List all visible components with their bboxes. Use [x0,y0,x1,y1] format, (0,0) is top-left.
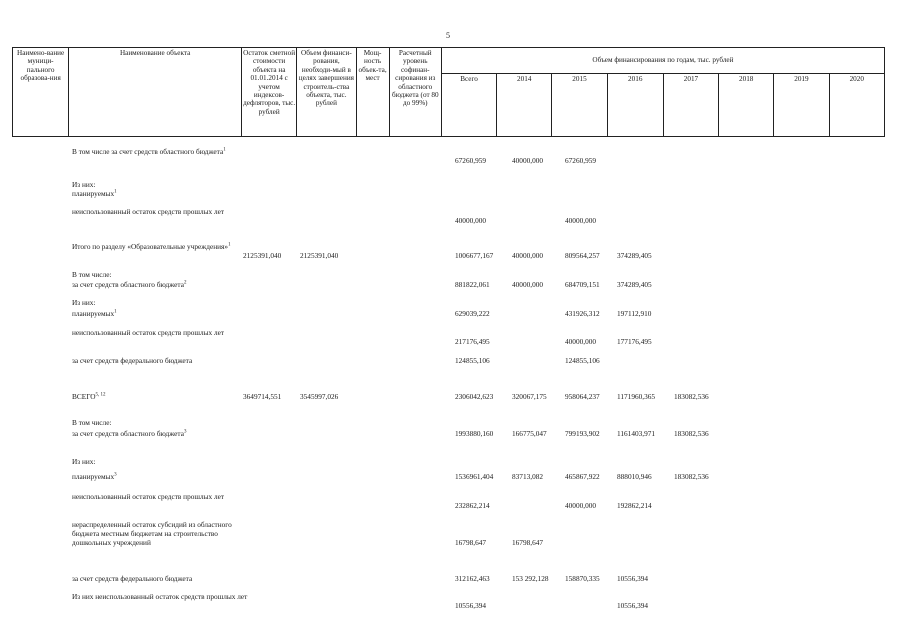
footnote-marker: 5, 12 [95,392,106,398]
row-label-text: неиспользованный остаток средств прошлых лет [72,207,225,216]
cell-total: 1536961,404 [455,472,494,481]
cell-y2017: 183082,536 [674,392,709,401]
cell-total: 312162,463 [455,574,490,583]
cell-y2015: 958064,237 [565,392,600,401]
row-label-text: Из них: [72,457,96,466]
header-object-name: Наименование объекта [69,48,242,137]
row-label-text: за счет средств областного бюджета [72,429,184,438]
row-label-text: планируемых [72,309,115,318]
cell-y2015: 67260,959 [565,156,597,165]
cell-y2014: 40000,000 [512,156,544,165]
cell-y2014: 83713,082 [512,472,544,481]
cell-total: 40000,000 [455,216,487,225]
row-label-text: неиспользованный остаток средств прошлых лет [72,328,225,337]
page-number: 5 [446,31,450,40]
cell-total: 217176,495 [455,337,490,346]
footnote-marker: 1 [114,309,117,315]
header-year-2017: 2017 [663,74,718,137]
cell-y2016: 1171960,365 [617,392,656,401]
cell-y2016: 10556,394 [617,601,649,610]
header-capacity: Мощ-ность объек-та, мест [356,48,389,137]
row-label-text: нераспределенный остаток субсидий из областного бюджета местным бюджетам на строительство дошкольных учреждений [72,520,232,547]
row-label [72,574,252,583]
footnote-marker: 1 [228,242,231,248]
cell-y2016: 888010,946 [617,472,652,481]
cell-y2017: 183082,536 [674,472,709,481]
row-label [72,492,252,501]
header-year-2020: 2020 [829,74,884,137]
row-label-text: Из них: [72,180,96,189]
row-label [72,520,252,547]
cell-total: 10556,394 [455,601,487,610]
header-total: Всего [441,74,496,137]
cell-y2016: 10556,394 [617,574,649,583]
cell-y2016: 374289,405 [617,251,652,260]
row-label [72,189,252,198]
cell-y2014: 40000,000 [512,280,544,289]
cell-y2015: 809564,257 [565,251,600,260]
cell-y2015: 124855,106 [565,356,600,365]
cell-y2016: 177176,495 [617,337,652,346]
row-label [72,457,252,466]
cell-y2015: 684709,151 [565,280,600,289]
cell-y2014: 153 292,128 [512,574,549,583]
cell-y2015: 40000,000 [565,501,597,510]
row-label-text: планируемых [72,189,115,198]
header-year-2015: 2015 [552,74,607,137]
cell-y2014: 16798,647 [512,538,544,547]
cell-y2016: 1161403,971 [617,429,656,438]
row-label-text: ВСЕГО [72,392,96,401]
row-label [72,270,252,279]
row-label-text: Итого по разделу «Образовательные учреждения» [72,242,229,251]
row-label [72,280,252,289]
row-label-text: Из них: [72,298,96,307]
cell-rem: 2125391,040 [243,251,282,260]
row-label [72,147,252,156]
cell-y2016: 197112,910 [617,309,652,318]
header-remaining-cost: Остаток сметной стоимости объекта на 01.01.2014 с учетом индексов-дефляторов, тыс. рублей [242,48,297,137]
row-label-text: за счет средств федерального бюджета [72,574,193,583]
row-label [72,180,252,189]
cell-y2016: 192862,214 [617,501,652,510]
table-header [12,47,885,137]
row-label [72,429,252,438]
cell-total: 232862,214 [455,501,490,510]
footnote-marker: 1 [114,189,117,195]
row-label [72,328,252,337]
header-year-2016: 2016 [607,74,663,137]
row-label [72,309,252,318]
row-label [72,207,252,216]
row-label-text: неиспользованный остаток средств прошлых лет [72,492,225,501]
cell-total: 629039,222 [455,309,490,318]
row-label [72,356,252,365]
cell-y2015: 799193,902 [565,429,600,438]
row-label-text: за счет средств федерального бюджета [72,356,193,365]
row-label-text: за счет средств областного бюджета [72,280,184,289]
cell-total: 124855,106 [455,356,490,365]
header-financing-needed: Объем финанси-рования, необходи-мый в целях завершения строитель-ства объекта, тыс. рублей [297,48,356,137]
row-label [72,418,252,427]
header-year-2019: 2019 [774,74,829,137]
cell-y2014: 40000,000 [512,251,544,260]
footnote-marker: 2 [183,280,187,286]
row-label [72,472,252,481]
row-label-text: планируемых [72,472,115,481]
footnote-marker: 1 [223,147,226,153]
cell-total: 67260,959 [455,156,487,165]
row-label [72,298,252,307]
header-cofinancing-level: Расчетный уровень софинан-сирования из областного бюджета (от 80 до 99%) [389,48,441,137]
footnote-marker: 3 [114,472,117,478]
header-municipality: Наимено-вание муници-пального образова-ния [13,48,69,137]
cell-total: 1006677,167 [455,251,494,260]
row-label-text: В том числе: [72,270,112,279]
row-label [72,592,252,601]
cell-y2017: 183082,536 [674,429,709,438]
cell-total: 881822,061 [455,280,490,289]
header-year-2018: 2018 [719,74,774,137]
row-label-text: Из них неиспользованный остаток средств прошлых лет [72,592,248,601]
cell-rem: 3649714,551 [243,392,282,401]
row-label-text: В том числе за счет средств областного бюджета [72,147,224,156]
cell-y2015: 465867,922 [565,472,600,481]
cell-y2014: 320067,175 [512,392,547,401]
header-by-years: Объем финансирования по годам, тыс. рублей [441,48,884,74]
cell-y2015: 431926,312 [565,309,600,318]
row-label [72,392,252,401]
cell-y2015: 40000,000 [565,337,597,346]
cell-need: 3545997,026 [300,392,339,401]
row-label-text: В том числе: [72,418,112,427]
cell-y2014: 166775,047 [512,429,547,438]
cell-need: 2125391,040 [300,251,339,260]
footnote-marker: 3 [183,429,187,435]
cell-total: 16798,647 [455,538,487,547]
cell-y2015: 40000,000 [565,216,597,225]
cell-total: 2306042,623 [455,392,494,401]
header-year-2014: 2014 [497,74,552,137]
cell-y2015: 158870,335 [565,574,600,583]
cell-total: 1993880,160 [455,429,494,438]
row-label [72,242,252,251]
cell-y2016: 374289,405 [617,280,652,289]
